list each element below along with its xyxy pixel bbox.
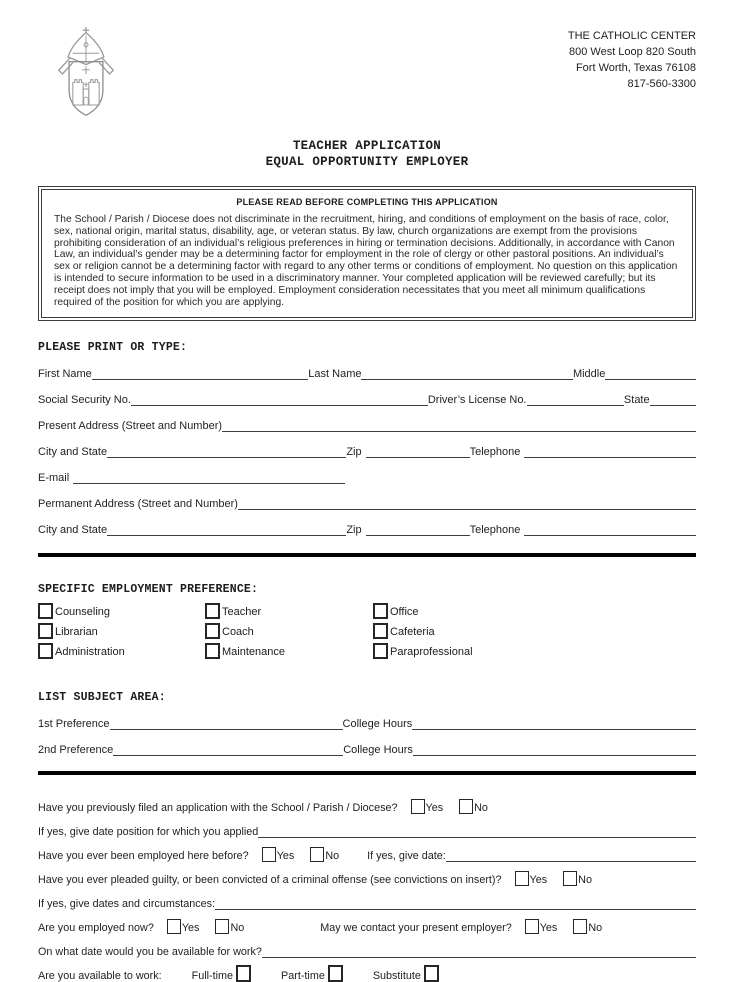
teacher-checkbox[interactable] bbox=[205, 603, 220, 619]
preference-option bbox=[205, 643, 373, 659]
state-line[interactable] bbox=[650, 393, 696, 406]
section-divider-2 bbox=[38, 771, 696, 775]
counseling-checkbox[interactable] bbox=[38, 603, 53, 619]
first-name-line[interactable] bbox=[92, 367, 309, 380]
employment-preference-heading: SPECIFIC EMPLOYMENT PREFERENCE: bbox=[38, 583, 259, 597]
subject-area-heading: LIST SUBJECT AREA: bbox=[38, 691, 166, 705]
convicted-question-label: Have you ever pleaded guilty, or been convicted of a criminal offense (see convictions on insert)? bbox=[38, 874, 502, 887]
contact-employer-label: May we contact your present employer? bbox=[320, 922, 512, 935]
convicted-yes-checkbox[interactable] bbox=[515, 871, 529, 886]
preference-option bbox=[38, 603, 205, 619]
zip-label-2: Zip bbox=[346, 524, 362, 537]
preference-option bbox=[205, 623, 373, 639]
org-name: THE CATHOLIC CENTER bbox=[567, 30, 696, 42]
notice-box bbox=[38, 186, 696, 321]
full-time-option bbox=[192, 965, 251, 982]
employed-now-no-checkbox[interactable] bbox=[215, 919, 229, 934]
first-preference-row bbox=[38, 713, 696, 730]
yes-label: Yes bbox=[276, 850, 295, 863]
librarian-checkbox[interactable] bbox=[38, 623, 53, 639]
permanent-address-row bbox=[38, 493, 696, 510]
contact-employer-no-option bbox=[573, 919, 602, 934]
last-name-label: Last Name bbox=[308, 368, 362, 381]
preference-option bbox=[373, 603, 696, 619]
ssn-row bbox=[38, 389, 696, 406]
availability-row bbox=[38, 965, 696, 982]
notice-heading: PLEASE READ BEFORE COMPLETING THIS APPLICATION bbox=[236, 197, 498, 207]
form-title-block bbox=[38, 138, 696, 170]
email-row bbox=[38, 467, 696, 484]
employed-date-line[interactable] bbox=[446, 849, 696, 862]
second-preference-row bbox=[38, 739, 696, 756]
college-hours-label-2: College Hours bbox=[343, 744, 413, 757]
print-or-type-heading: PLEASE PRINT OR TYPE: bbox=[38, 341, 188, 355]
present-telephone-line[interactable] bbox=[524, 445, 696, 458]
present-city-row bbox=[38, 441, 696, 458]
employed-before-yes-option bbox=[262, 847, 295, 862]
preference-option bbox=[38, 623, 205, 639]
employed-before-yes-checkbox[interactable] bbox=[262, 847, 276, 862]
permanent-city-row bbox=[38, 519, 696, 536]
present-zip-line[interactable] bbox=[366, 445, 470, 458]
employed-now-row bbox=[38, 917, 696, 934]
cafeteria-label: Cafeteria bbox=[390, 626, 435, 639]
administration-checkbox[interactable] bbox=[38, 643, 53, 659]
substitute-label: Substitute bbox=[372, 970, 421, 982]
email-label: E-mail bbox=[38, 472, 70, 485]
applied-date-label: If yes, give date position for which you applied bbox=[38, 826, 259, 839]
present-city-state-line[interactable] bbox=[107, 445, 346, 458]
permanent-city-state-line[interactable] bbox=[107, 523, 346, 536]
name-row bbox=[38, 363, 696, 380]
circumstances-label: If yes, give dates and circumstances: bbox=[38, 898, 216, 911]
city-state-label: City and State bbox=[38, 446, 108, 459]
available-date-label: On what date would you be available for work? bbox=[38, 946, 262, 959]
no-label: No bbox=[578, 874, 592, 887]
substitute-option bbox=[373, 965, 439, 982]
second-college-hours-line[interactable] bbox=[413, 743, 696, 756]
coach-checkbox[interactable] bbox=[205, 623, 220, 639]
first-name-label: First Name bbox=[38, 368, 92, 381]
employed-before-label: Have you ever been employed here before? bbox=[38, 850, 249, 863]
teacher-label: Teacher bbox=[222, 606, 262, 619]
no-label: No bbox=[474, 802, 488, 815]
ssn-label: Social Security No. bbox=[38, 394, 131, 407]
email-line[interactable] bbox=[73, 471, 345, 484]
employed-now-no-option bbox=[215, 919, 244, 934]
yes-label: Yes bbox=[181, 922, 200, 935]
convicted-question-row bbox=[38, 869, 696, 886]
employed-now-yes-checkbox[interactable] bbox=[167, 919, 181, 934]
permanent-telephone-line[interactable] bbox=[524, 523, 696, 536]
yes-label: Yes bbox=[425, 802, 444, 815]
filed-yes-option bbox=[411, 799, 444, 814]
administration-label: Administration bbox=[55, 646, 125, 659]
paraprofessional-label: Paraprofessional bbox=[390, 646, 473, 659]
maintenance-label: Maintenance bbox=[222, 646, 285, 659]
librarian-label: Librarian bbox=[55, 626, 98, 639]
no-label: No bbox=[588, 922, 603, 935]
employment-preference-grid bbox=[38, 603, 696, 659]
last-name-line[interactable] bbox=[361, 367, 572, 380]
questions-section bbox=[38, 797, 696, 982]
permanent-zip-line[interactable] bbox=[366, 523, 470, 536]
filed-yes-checkbox[interactable] bbox=[411, 799, 425, 814]
city-state-label-2: City and State bbox=[38, 524, 108, 537]
filed-question-row bbox=[38, 797, 696, 814]
present-address-line[interactable] bbox=[222, 419, 696, 432]
first-preference-line[interactable] bbox=[110, 717, 343, 730]
org-phone: 817-560-3300 bbox=[627, 78, 696, 90]
filed-no-option bbox=[459, 799, 488, 814]
page-header bbox=[38, 26, 696, 120]
coach-label: Coach bbox=[222, 626, 254, 639]
convicted-yes-option bbox=[515, 871, 548, 886]
employed-before-no-checkbox[interactable] bbox=[310, 847, 324, 862]
state-label: State bbox=[623, 394, 650, 407]
no-label: No bbox=[325, 850, 340, 863]
yes-label: Yes bbox=[539, 922, 558, 935]
preference-option bbox=[205, 603, 373, 619]
permanent-address-label: Permanent Address (Street and Number) bbox=[38, 498, 238, 511]
present-address-row bbox=[38, 415, 696, 432]
permanent-address-line[interactable] bbox=[238, 497, 696, 510]
office-checkbox[interactable] bbox=[373, 603, 388, 619]
telephone-label-2: Telephone bbox=[469, 524, 521, 537]
section-divider-1 bbox=[38, 553, 696, 557]
form-title: TEACHER APPLICATION bbox=[292, 139, 442, 153]
middle-name-label: Middle bbox=[572, 368, 606, 381]
filed-question-label: Have you previously filed an application with the School / Parish / Diocese? bbox=[38, 802, 398, 815]
applied-date-row bbox=[38, 821, 696, 838]
ssn-line[interactable] bbox=[131, 393, 428, 406]
yes-label: Yes bbox=[529, 874, 548, 887]
drivers-license-line[interactable] bbox=[527, 393, 624, 406]
employed-now-yes-option bbox=[167, 919, 200, 934]
contact-employer-yes-option bbox=[525, 919, 558, 934]
counseling-label: Counseling bbox=[55, 606, 111, 619]
second-preference-label: 2nd Preference bbox=[38, 744, 114, 757]
paraprofessional-checkbox[interactable] bbox=[373, 643, 388, 659]
circumstances-line[interactable] bbox=[215, 897, 696, 910]
college-hours-label-1: College Hours bbox=[342, 718, 413, 731]
part-time-option bbox=[281, 965, 343, 982]
present-address-label: Present Address (Street and Number) bbox=[38, 420, 223, 433]
no-label: No bbox=[230, 922, 245, 935]
applied-date-line[interactable] bbox=[258, 825, 696, 838]
zip-label: Zip bbox=[346, 446, 362, 459]
available-date-line[interactable] bbox=[262, 945, 696, 958]
notice-box-inner bbox=[41, 189, 693, 318]
employed-now-label: Are you employed now? bbox=[38, 922, 154, 935]
part-time-label: Part-time bbox=[281, 970, 325, 982]
org-address-line2: Fort Worth, Texas 76108 bbox=[575, 62, 696, 74]
org-address-line1: 800 West Loop 820 South bbox=[568, 46, 696, 58]
contact-employer-yes-checkbox[interactable] bbox=[525, 919, 539, 934]
preference-option bbox=[373, 623, 696, 639]
filed-no-checkbox[interactable] bbox=[459, 799, 473, 814]
full-time-label: Full-time bbox=[191, 970, 234, 982]
middle-name-line[interactable] bbox=[605, 367, 696, 380]
maintenance-checkbox[interactable] bbox=[205, 643, 220, 659]
first-preference-label: 1st Preference bbox=[38, 718, 110, 731]
contact-employer-no-checkbox[interactable] bbox=[573, 919, 587, 934]
employed-before-no-option bbox=[310, 847, 339, 862]
form-subtitle: EQUAL OPPORTUNITY EMPLOYER bbox=[265, 155, 469, 169]
convicted-no-checkbox[interactable] bbox=[563, 871, 577, 886]
preference-option bbox=[373, 643, 696, 659]
telephone-label: Telephone bbox=[469, 446, 521, 459]
circumstances-row bbox=[38, 893, 696, 910]
full-time-checkbox[interactable] bbox=[236, 965, 251, 982]
coat-of-arms-icon bbox=[42, 26, 130, 120]
drivers-license-label: Driver’s License No. bbox=[427, 394, 527, 407]
org-address-block bbox=[568, 28, 696, 92]
cafeteria-checkbox[interactable] bbox=[373, 623, 388, 639]
office-label: Office bbox=[390, 606, 419, 619]
employed-before-row bbox=[38, 845, 696, 862]
substitute-checkbox[interactable] bbox=[424, 965, 439, 982]
convicted-no-option bbox=[563, 871, 592, 886]
part-time-checkbox[interactable] bbox=[328, 965, 343, 982]
notice-body: The School / Parish / Diocese does not discriminate in the recruitment, hiring, and conditions of employment on the basis of race, color, sex, national origin, marital status, disability, age, or veteran status. By law, church organizations are exempt from the provisions prohibiting consideration of an individual’s religious preferences in hiring or termination decisions. Additionally, in accordance with Canon Law, an individual’s gender may be a determining factor for employment in the role of clergy or other pastoral positions. An individual’s sex or religion cannot be a determining factor with regard to any other terms or conditions of employment. No question on this application is intended to secure information to be used in a discriminatory manner. Your completed application will be reviewed carefully; but its receipt does not imply that you will be employed. Employment consideration necessitates that you meet all minimum qualifications required of the position for which you are applying. bbox=[54, 214, 678, 308]
employed-date-label: If yes, give date: bbox=[367, 850, 446, 863]
available-work-label: Are you available to work: bbox=[38, 970, 162, 982]
first-college-hours-line[interactable] bbox=[412, 717, 696, 730]
second-preference-line[interactable] bbox=[113, 743, 343, 756]
preference-option bbox=[38, 643, 205, 659]
available-date-row bbox=[38, 941, 696, 958]
